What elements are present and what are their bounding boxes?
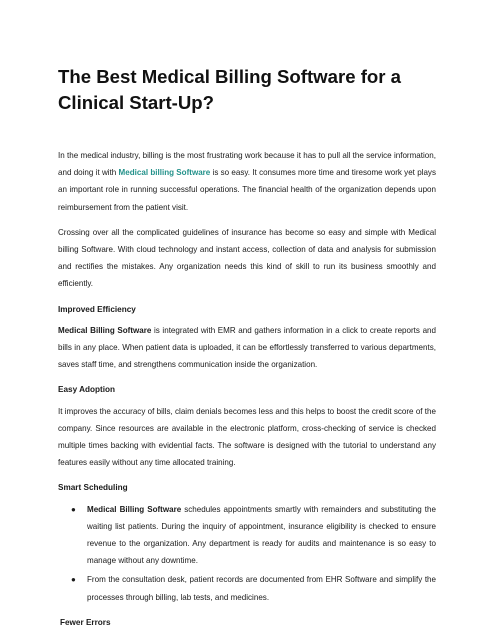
bullet-icon: ● bbox=[71, 575, 76, 585]
improved-efficiency-paragraph bbox=[58, 322, 436, 374]
easy-adoption-heading: Easy Adoption bbox=[58, 385, 116, 395]
fewer-errors-heading: Fewer Errors bbox=[60, 617, 111, 627]
intro-text-before: In the medical industry, billing is the most frustrating work because it has to pull all the service information, and doing it with bbox=[58, 151, 436, 178]
improved-text: is integrated with EMR and gathers information in a click to create reports and bills in any place. When patient data is uploaded, it can be effortlessly transferred to various departments, saves staff time, and strengthens communication inside the organization. bbox=[58, 325, 436, 370]
medical-billing-software-link[interactable]: Medical billing Software bbox=[118, 168, 211, 178]
improved-bold-lead: Medical Billing Software bbox=[58, 325, 152, 335]
improved-efficiency-heading: Improved Efficiency bbox=[58, 304, 136, 314]
intro-text-after: is so easy. It consumes more time and tiresome work yet plays an important role in running successful operations. The financial health of the organization depends upon reimbursement from the patient visit. bbox=[58, 168, 436, 212]
intro-paragraph bbox=[58, 147, 436, 216]
list-item bbox=[58, 571, 436, 605]
smart-scheduling-heading: Smart Scheduling bbox=[58, 483, 128, 493]
bullet-text: schedules appointments smartly with remainders and substituting the waiting list patients. During the inquiry of appointment, insurance eligibility is checked to ensure revenue to the organization. Any department is ready for audits and maintenance is so easy to manage without any downtime. bbox=[87, 504, 436, 566]
bullet-icon: ● bbox=[71, 504, 76, 514]
bullet-text: From the consultation desk, patient records are documented from EHR Software and simplify the processes through billing, lab tests, and medicines. bbox=[87, 575, 436, 602]
easy-adoption-paragraph: It improves the accuracy of bills, claim denials becomes less and this helps to boost the credit score of the company. Since resources are available in the electronic platform, cross-checking of service is checked multiple times backing with evidential facts. The software is designed with the tutorial to understand any features easily without any time allocated training. bbox=[58, 406, 436, 468]
insurance-paragraph: Crossing over all the complicated guidelines of insurance has become so easy and simple with Medical billing Software. With cloud technology and instant access, collection of data and analysis for submission and rectifies the mistakes. Any organization needs this kind of skill to run its business smoothly and efficiently. bbox=[58, 227, 436, 289]
smart-scheduling-list bbox=[58, 501, 436, 606]
page-title: The Best Medical Billing Software for a Clinical Start-Up? bbox=[58, 66, 402, 113]
bullet-bold-lead: Medical Billing Software bbox=[87, 504, 182, 514]
document-body bbox=[58, 147, 436, 635]
list-item bbox=[58, 501, 436, 570]
